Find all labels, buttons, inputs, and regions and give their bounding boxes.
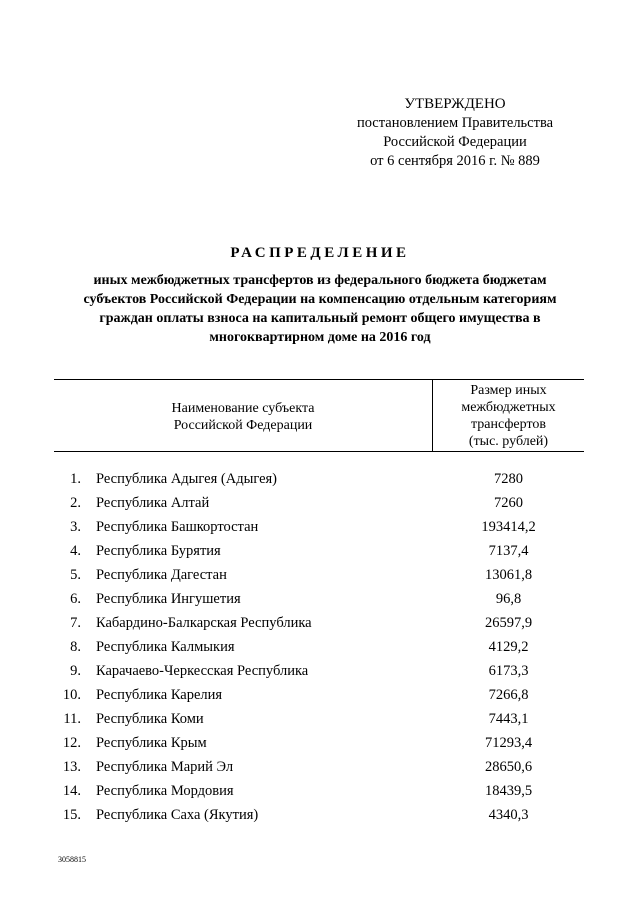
row-subject-name: Республика Марий Эл bbox=[96, 759, 234, 775]
table-row bbox=[54, 611, 584, 635]
row-subject-name: Республика Калмыкия bbox=[96, 639, 235, 655]
row-subject-name: Кабардино-Балкарская Республика bbox=[96, 615, 312, 631]
approved-line-3: от 6 сентября 2016 г. № 889 bbox=[370, 153, 540, 169]
table-header bbox=[54, 379, 584, 452]
row-subject-name: Республика Саха (Якутия) bbox=[96, 807, 259, 823]
table-body bbox=[54, 467, 584, 827]
table-row bbox=[54, 563, 584, 587]
subtitle-line: многоквартирном доме на 2016 год bbox=[209, 330, 431, 345]
row-number: 13. bbox=[62, 759, 81, 775]
row-amount: 7260 bbox=[494, 495, 523, 511]
row-number: 5. bbox=[70, 567, 81, 583]
header-subject-name: Наименование субъекта Российской Федерации bbox=[171, 401, 315, 433]
row-amount: 26597,9 bbox=[484, 615, 533, 631]
table-row bbox=[54, 659, 584, 683]
row-amount: 71293,4 bbox=[484, 735, 533, 751]
row-subject-name: Республика Адыгея (Адыгея) bbox=[96, 471, 278, 487]
row-number: 10. bbox=[62, 687, 81, 703]
row-amount: 4340,3 bbox=[488, 807, 529, 823]
table-row bbox=[54, 779, 584, 803]
row-subject-name: Карачаево-Черкесская Республика bbox=[96, 663, 309, 679]
row-subject-name: Республика Мордовия bbox=[96, 783, 234, 799]
table-row bbox=[54, 587, 584, 611]
table-row bbox=[54, 803, 584, 827]
row-number: 7. bbox=[70, 615, 81, 631]
row-amount: 4129,2 bbox=[488, 639, 529, 655]
row-number: 2. bbox=[70, 495, 81, 511]
row-amount: 193414,2 bbox=[481, 519, 536, 535]
table-row bbox=[54, 491, 584, 515]
row-number: 1. bbox=[70, 471, 81, 487]
approval-stamp bbox=[340, 95, 570, 171]
document-title: РАСПРЕДЕЛЕНИЕ bbox=[230, 245, 410, 261]
row-number: 12. bbox=[62, 735, 81, 751]
row-subject-name: Республика Дагестан bbox=[96, 567, 227, 583]
row-amount: 13061,8 bbox=[484, 567, 533, 583]
row-number: 9. bbox=[70, 663, 81, 679]
row-subject-name: Республика Крым bbox=[96, 735, 207, 751]
row-amount: 7443,1 bbox=[488, 711, 529, 727]
row-amount: 6173,3 bbox=[488, 663, 529, 679]
row-subject-name: Республика Карелия bbox=[96, 687, 223, 703]
footer-code: 3058815 bbox=[58, 855, 86, 864]
approved-heading: УТВЕРЖДЕНО bbox=[404, 96, 506, 112]
table-row bbox=[54, 467, 584, 491]
table-row bbox=[54, 515, 584, 539]
row-number: 6. bbox=[70, 591, 81, 607]
subtitle-line: субъектов Российской Федерации на компенсацию отдельным категориям bbox=[83, 292, 557, 307]
table-row bbox=[54, 755, 584, 779]
row-subject-name: Республика Коми bbox=[96, 711, 204, 727]
table-row bbox=[54, 683, 584, 707]
row-amount: 18439,5 bbox=[484, 783, 533, 799]
row-amount: 7280 bbox=[494, 471, 523, 487]
row-number: 15. bbox=[62, 807, 81, 823]
header-transfer-amount: Размер иных межбюджетных трансфертов (тыс. рублей) bbox=[461, 383, 556, 449]
approved-line-2: Российской Федерации bbox=[383, 134, 527, 150]
table-row bbox=[54, 539, 584, 563]
row-number: 11. bbox=[63, 711, 81, 727]
row-amount: 96,8 bbox=[495, 591, 522, 607]
subtitle-line: иных межбюджетных трансфертов из федерального бюджета бюджетам bbox=[93, 273, 547, 288]
row-subject-name: Республика Бурятия bbox=[96, 543, 221, 559]
table-row bbox=[54, 635, 584, 659]
approved-line-1: постановлением Правительства bbox=[356, 115, 554, 131]
row-subject-name: Республика Ингушетия bbox=[96, 591, 241, 607]
row-number: 14. bbox=[62, 783, 81, 799]
row-subject-name: Республика Башкортостан bbox=[96, 519, 259, 535]
row-number: 4. bbox=[70, 543, 81, 559]
document-subtitle bbox=[70, 271, 570, 347]
row-subject-name: Республика Алтай bbox=[96, 495, 210, 511]
row-amount: 7137,4 bbox=[488, 543, 529, 559]
distribution-table bbox=[54, 379, 584, 823]
subtitle-line: граждан оплаты взноса на капитальный ремонт общего имущества в bbox=[99, 311, 541, 326]
table-row bbox=[54, 731, 584, 755]
row-number: 3. bbox=[70, 519, 81, 535]
row-amount: 28650,6 bbox=[484, 759, 533, 775]
row-amount: 7266,8 bbox=[488, 687, 529, 703]
table-row bbox=[54, 707, 584, 731]
row-number: 8. bbox=[70, 639, 81, 655]
